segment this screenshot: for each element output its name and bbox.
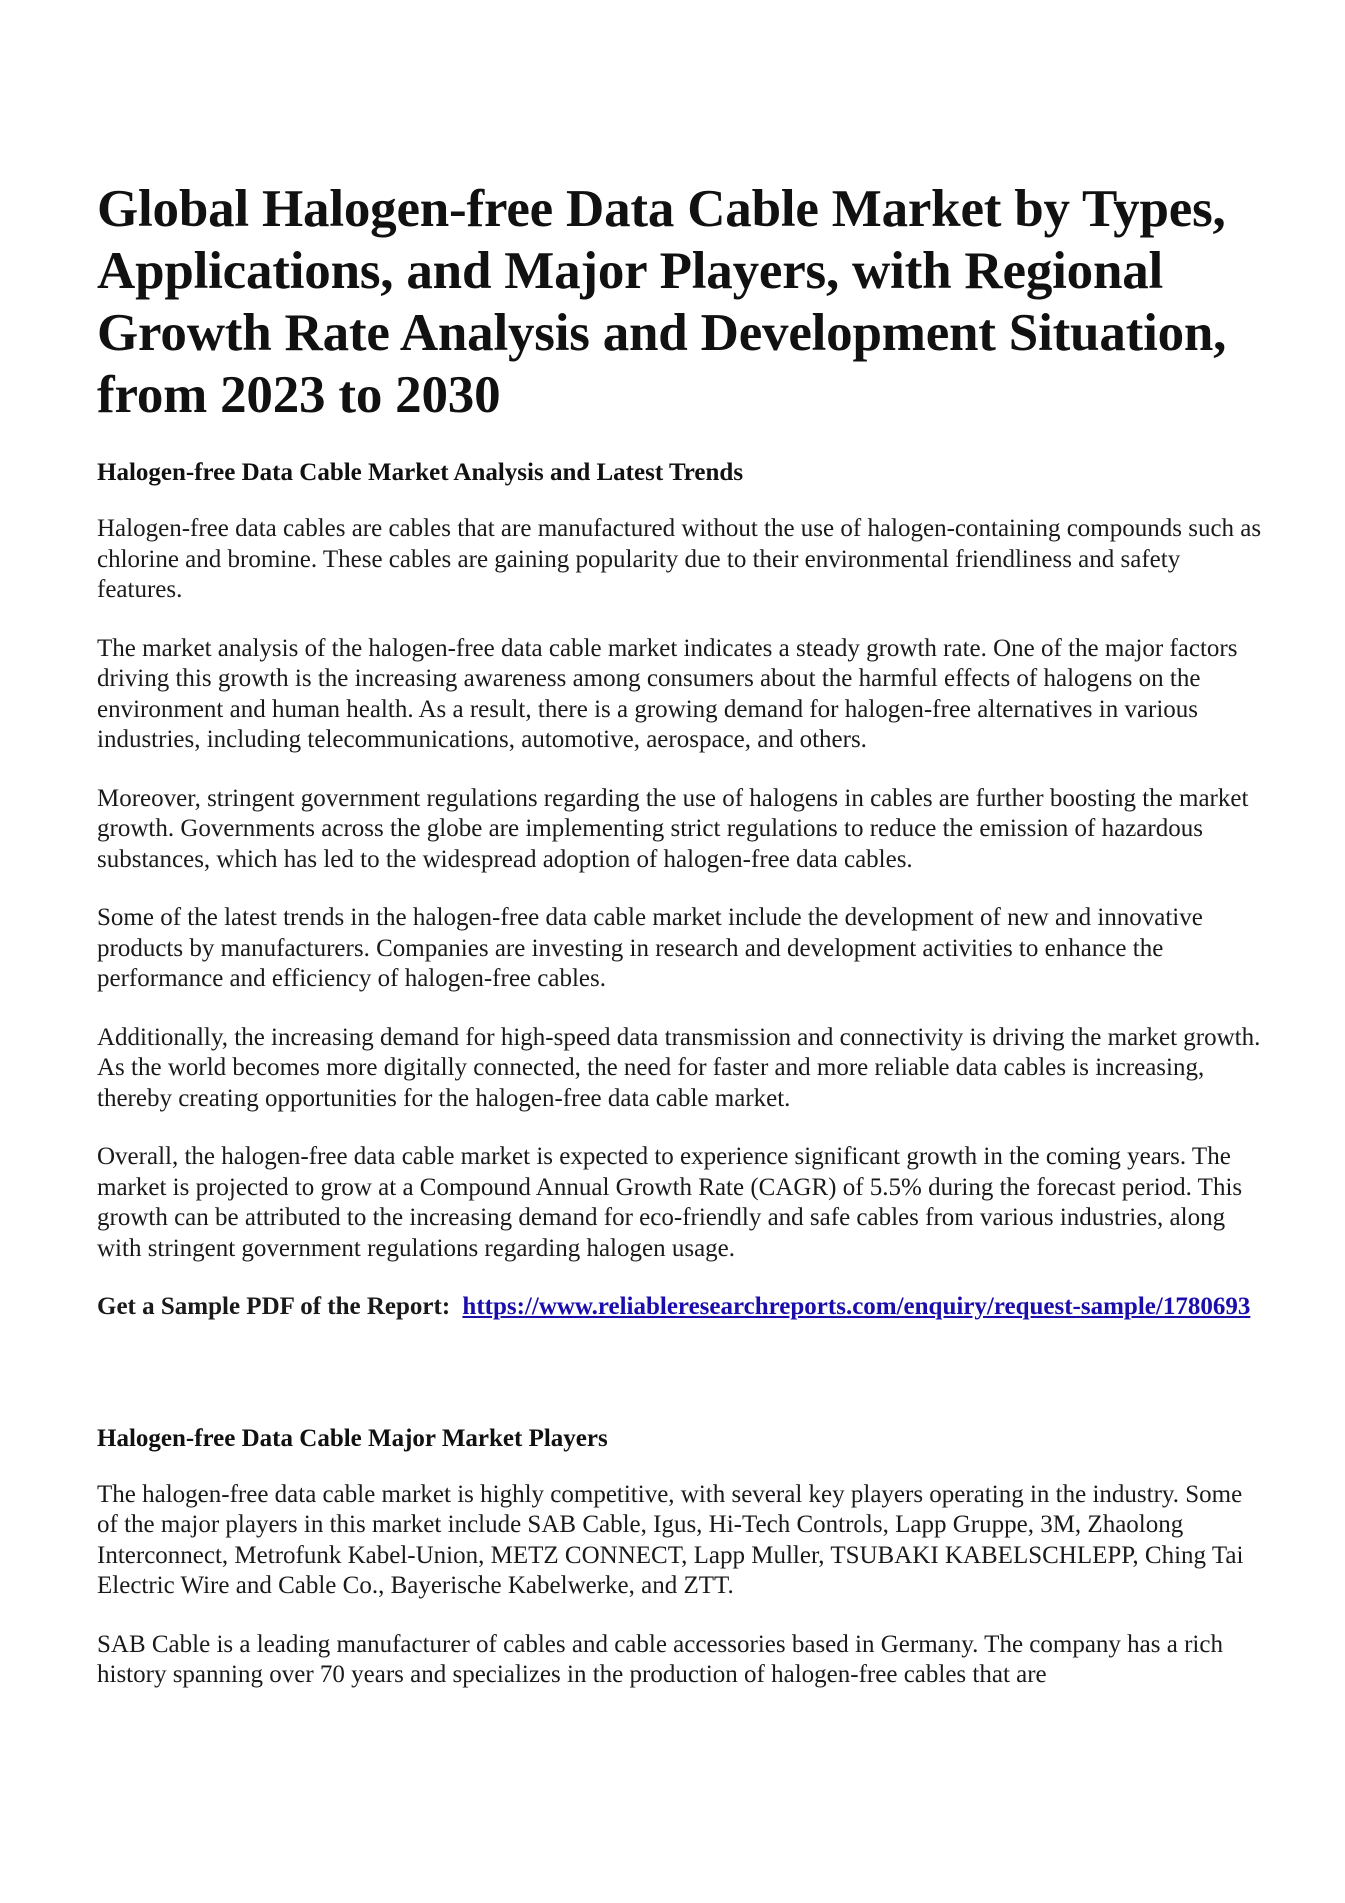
document-page — [97, 178, 1262, 1719]
paragraph: Some of the latest trends in the halogen-free data cable market include the development of new and innovative products by manufacturers. Companies are investing in research and development activities to enhance the performance and efficiency of halogen-free cables. — [97, 904, 1203, 992]
paragraph: Overall, the halogen-free data cable market is expected to experience significant growth in the coming years. The market is projected to grow at a Compound Annual Growth Rate (CAGR) of 5.5% during the forecast period. This growth can be attributed to the increasing demand for eco-friendly and safe cables from various industries, along with stringent government regulations regarding halogen usage. — [97, 1143, 1243, 1262]
section-heading-analysis: Halogen-free Data Cable Market Analysis and Latest Trends — [97, 459, 744, 486]
sample-pdf-link[interactable]: https://www.reliableresearchreports.com/enquiry/request-sample/1780693 — [462, 1293, 1251, 1320]
paragraph: SAB Cable is a leading manufacturer of cables and cable accessories based in Germany. The company has a rich history spanning over 70 years and specializes in the production of halogen-free cables that are — [97, 1630, 1223, 1688]
paragraph: Moreover, stringent government regulations regarding the use of halogens in cables are further boosting the market growth. Governments across the globe are implementing strict regulations to reduce the emission of hazardous substances, which has led to the widespread adoption of halogen-free data cables. — [97, 784, 1249, 873]
page-title: Global Halogen-free Data Cable Market by Types, Applications, and Major Players, with Regional Growth Rate Analysis and Development Situation, from 2023 to 2030 — [97, 180, 1227, 424]
paragraph: Additionally, the increasing demand for high-speed data transmission and connectivity is driving the market growth. As the world becomes more digitally connected, the need for faster and more reliable data cables is increasing, thereby creating opportunities for the halogen-free data cable market. — [97, 1023, 1261, 1112]
sample-pdf-callout — [97, 1292, 1262, 1323]
paragraph: The market analysis of the halogen-free data cable market indicates a steady growth rate. One of the major factors driving this growth is the increasing awareness among consumers about the harmful effects of halogens on the environment and human health. As a result, there is a growing demand for halogen-free alternatives in various industries, including telecommunications, automotive, aerospace, and others. — [97, 634, 1238, 753]
sample-pdf-label: Get a Sample PDF of the Report: — [97, 1293, 451, 1320]
paragraph: The halogen-free data cable market is highly competitive, with several key players operating in the industry. Some of the major players in this market include SAB Cable, Igus, Hi-Tech Controls, Lapp Gruppe, 3M, Zhaolong Interconnect, Metrofunk Kabel-Union, METZ CONNECT, Lapp Muller, TSUBAKI KABELSCHLEPP, Ching Tai Electric Wire and Cable Co., Bayerische Kabelwerke, and ZTT. — [97, 1480, 1244, 1599]
section-heading-players: Halogen-free Data Cable Major Market Players — [97, 1424, 608, 1452]
paragraph: Halogen-free data cables are cables that are manufactured without the use of halogen-containing compounds such as chlorine and bromine. These cables are gaining popularity due to their environmental friendliness and safety features. — [97, 515, 1262, 603]
